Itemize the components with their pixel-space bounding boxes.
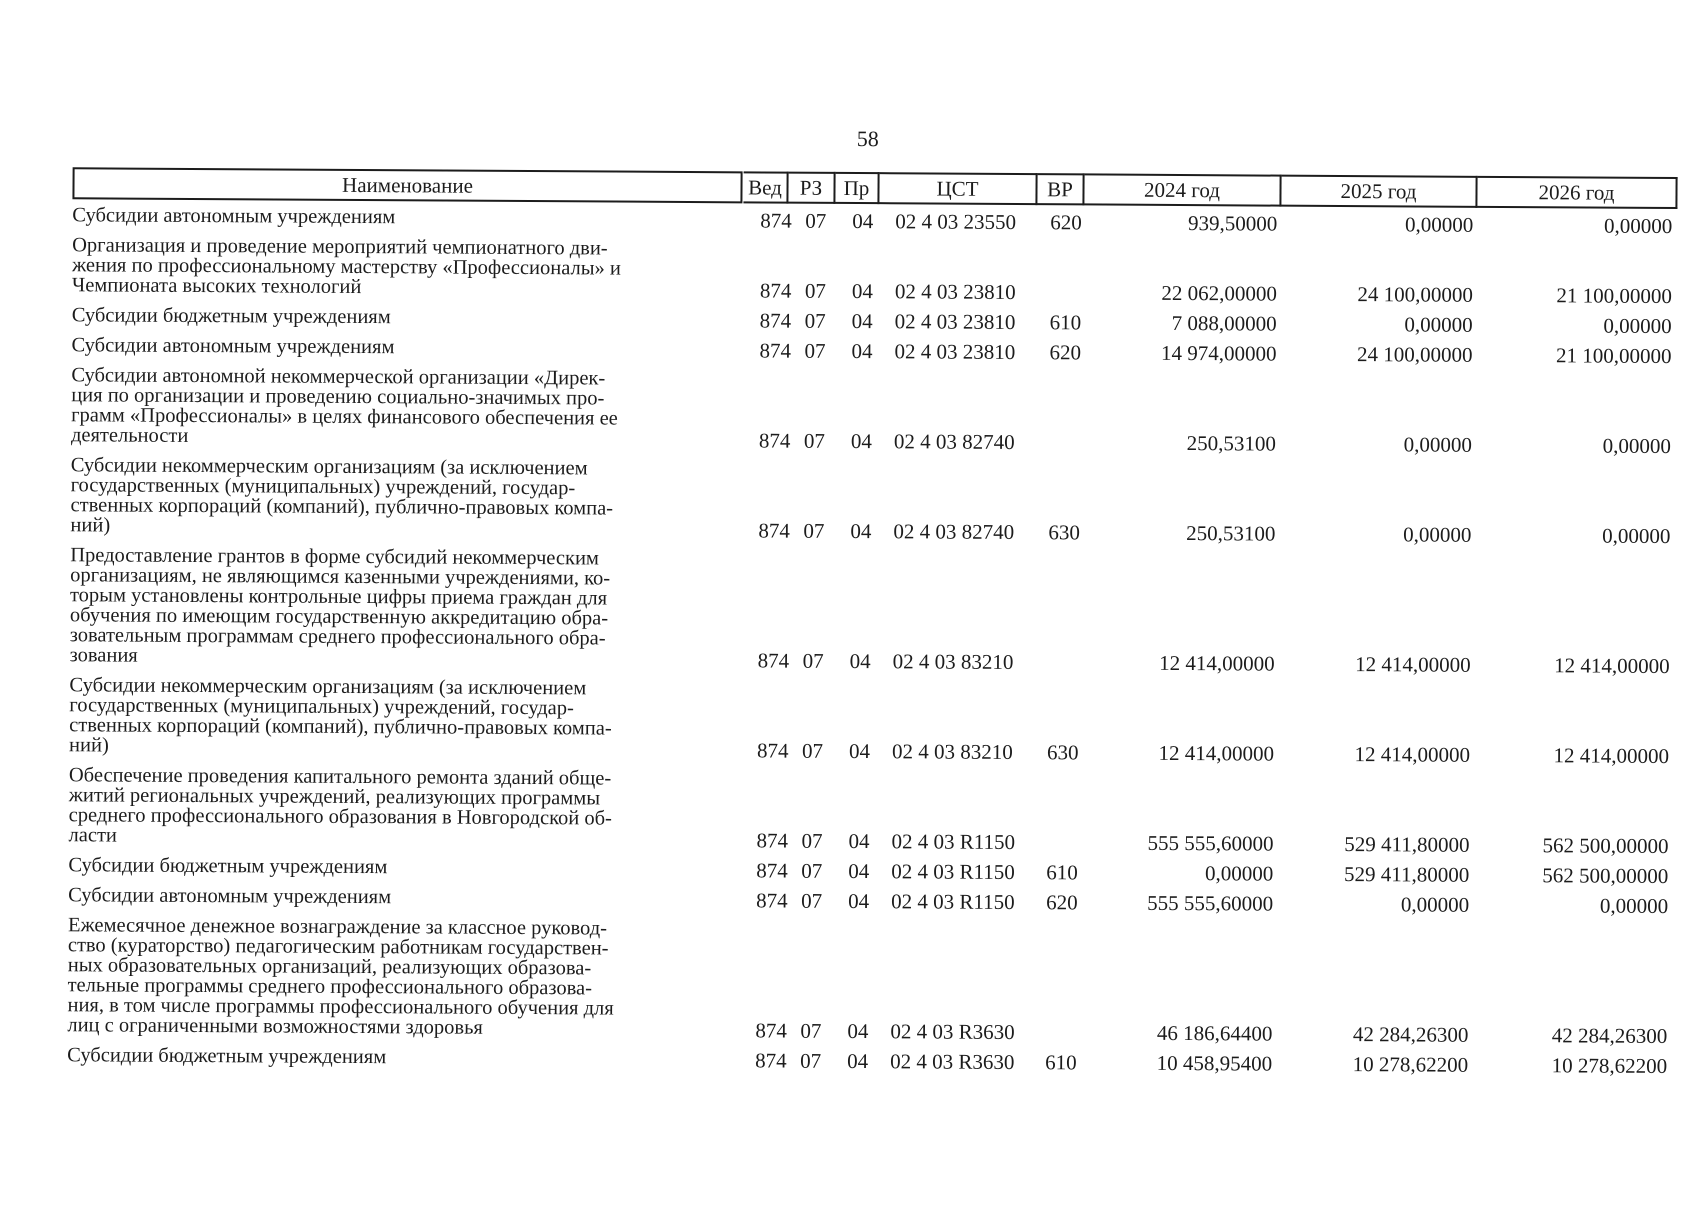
cell-2024: 250,53100 bbox=[1186, 431, 1277, 456]
name-line: зовательным программам среднего профессионального обра- bbox=[69, 624, 606, 650]
cell-2026: 0,00000 bbox=[1602, 433, 1672, 459]
name-line: государственных (муниципальных) учреждений, государ- bbox=[70, 474, 576, 500]
cell-name bbox=[67, 1045, 727, 1069]
table-row bbox=[71, 335, 1671, 367]
name-line: Обеспечение проведения капитального ремонта зданий обще- bbox=[68, 764, 612, 790]
name-line: Субсидии автономной некоммерческой организации «Дирек- bbox=[71, 364, 606, 390]
name-line: деятельности bbox=[70, 424, 189, 447]
cell-2026: 562 500,00000 bbox=[1542, 863, 1669, 889]
name-line: ственных корпораций (компаний), публично-правовых компа- bbox=[69, 714, 612, 740]
cell-2024: 555 555,60000 bbox=[1147, 890, 1274, 916]
cell-ved: 874 bbox=[758, 428, 791, 453]
name-line: Чемпионата высоких технологий bbox=[71, 274, 362, 299]
name-line: государственных (муниципальных) учреждений, государ- bbox=[69, 694, 574, 720]
cell-2026: 12 414,00000 bbox=[1554, 653, 1670, 679]
cell-2025: 0,00000 bbox=[1404, 312, 1473, 337]
cell-2026: 21 100,00000 bbox=[1555, 343, 1672, 369]
cell-2025: 0,00000 bbox=[1403, 522, 1472, 547]
cell-2025: 0,00000 bbox=[1403, 432, 1473, 457]
cell-name bbox=[70, 455, 730, 539]
cell-vr: 620 bbox=[1050, 210, 1082, 235]
cell-pr: 04 bbox=[847, 1048, 869, 1074]
cell-2026: 12 414,00000 bbox=[1553, 743, 1670, 769]
table-row bbox=[68, 855, 1668, 887]
table-row bbox=[68, 885, 1668, 917]
cell-name bbox=[68, 765, 728, 849]
name-line: ство (кураторство) педагогическим работникам государствен- bbox=[67, 934, 609, 960]
cell-pr: 04 bbox=[847, 1018, 869, 1044]
cell-vr: 610 bbox=[1046, 860, 1078, 885]
cell-name bbox=[72, 235, 732, 299]
header-pr: Пр bbox=[835, 172, 879, 204]
name-line: Субсидии бюджетным учреждениям bbox=[71, 304, 391, 329]
name-line: лиц с ограниченными возможностями здоровья bbox=[67, 1014, 483, 1039]
cell-2024: 0,00000 bbox=[1205, 861, 1274, 886]
cell-cst: 02 4 03 R3630 bbox=[890, 1019, 1015, 1045]
cell-cst: 02 4 03 23550 bbox=[895, 209, 1017, 235]
cell-2026: 0,00000 bbox=[1603, 313, 1672, 339]
name-line: среднего профессионального образования в Новгородской об- bbox=[68, 804, 612, 830]
name-line: Ежемесячное денежное вознаграждение за классное руковод- bbox=[67, 914, 608, 940]
table-row bbox=[72, 205, 1672, 237]
name-line: Субсидии некоммерческим организациям (за исключением bbox=[70, 454, 588, 480]
name-line: ний) bbox=[69, 734, 109, 757]
cell-rz: 07 bbox=[804, 308, 826, 333]
cell-2025: 24 100,00000 bbox=[1357, 282, 1473, 307]
cell-pr: 04 bbox=[852, 209, 874, 234]
cell-cst: 02 4 03 83210 bbox=[892, 649, 1014, 674]
cell-name bbox=[68, 885, 728, 909]
name-line: Субсидии автономным учреждениям bbox=[68, 884, 392, 909]
name-line: Субсидии некоммерческим организациям (за исключением bbox=[69, 674, 587, 700]
cell-ved: 874 bbox=[756, 828, 789, 853]
cell-2024: 10 458,95400 bbox=[1156, 1050, 1273, 1076]
cell-ved: 874 bbox=[755, 1018, 787, 1043]
cell-name bbox=[68, 855, 728, 879]
cell-2024: 555 555,60000 bbox=[1147, 830, 1274, 856]
cell-rz: 07 bbox=[803, 428, 826, 453]
cell-ved: 874 bbox=[757, 738, 789, 763]
name-line: Субсидии бюджетным учреждениям bbox=[67, 1044, 387, 1069]
table-row bbox=[72, 235, 1672, 307]
cell-pr: 04 bbox=[849, 648, 871, 674]
cell-2024: 7 088,00000 bbox=[1171, 310, 1277, 336]
name-line: ных образовательных организаций, реализующих образова- bbox=[67, 954, 592, 980]
name-line: Организация и проведение мероприятий чемпионатного дви- bbox=[72, 234, 608, 260]
name-line: торым установлены контрольные цифры приема граждан для bbox=[69, 584, 608, 610]
header-2026: 2026 год bbox=[1477, 176, 1677, 209]
cell-name bbox=[71, 365, 731, 449]
cell-pr: 04 bbox=[850, 519, 872, 544]
name-line: ния, в том числе программы профессионального обучения для bbox=[67, 994, 614, 1020]
cell-2025: 0,00000 bbox=[1404, 212, 1474, 237]
name-line: Предоставление грантов в форме субсидий некоммерческим bbox=[70, 544, 600, 570]
table-row bbox=[68, 765, 1668, 857]
cell-rz: 07 bbox=[804, 338, 826, 363]
cell-rz: 07 bbox=[800, 1048, 822, 1073]
cell-name bbox=[69, 675, 729, 759]
cell-2024: 12 414,00000 bbox=[1159, 650, 1275, 676]
cell-rz: 07 bbox=[802, 648, 824, 673]
cell-2025: 529 411,80000 bbox=[1344, 862, 1470, 887]
table-row bbox=[69, 675, 1669, 767]
cell-pr: 04 bbox=[851, 309, 873, 334]
cell-rz: 07 bbox=[805, 208, 827, 233]
header-cst: ЦСТ bbox=[879, 172, 1037, 205]
cell-rz: 07 bbox=[804, 278, 826, 303]
cell-2024: 46 186,64400 bbox=[1156, 1020, 1273, 1046]
cell-2025: 12 414,00000 bbox=[1355, 652, 1471, 677]
cell-ved: 874 bbox=[760, 208, 792, 233]
cell-vr: 630 bbox=[1048, 520, 1080, 545]
table-row bbox=[67, 1045, 1667, 1077]
cell-cst: 02 4 03 23810 bbox=[894, 279, 1016, 305]
cell-2026: 42 284,26300 bbox=[1551, 1023, 1668, 1049]
cell-rz: 07 bbox=[802, 738, 824, 763]
name-line: ласти bbox=[68, 824, 117, 847]
cell-2026: 0,00000 bbox=[1599, 893, 1669, 919]
cell-pr: 04 bbox=[848, 828, 870, 854]
cell-ved: 874 bbox=[759, 278, 792, 303]
name-line: зования bbox=[69, 644, 138, 667]
cell-rz: 07 bbox=[801, 858, 823, 883]
cell-2024: 22 062,00000 bbox=[1161, 280, 1277, 306]
table-row bbox=[70, 455, 1670, 547]
cell-pr: 04 bbox=[848, 888, 870, 914]
cell-2025: 42 284,26300 bbox=[1352, 1022, 1469, 1047]
name-line: Субсидии автономным учреждениям bbox=[71, 334, 395, 359]
name-line: житий региональных учреждений, реализующих программы bbox=[68, 784, 601, 810]
name-line: ственных корпораций (компаний), публично-правовых компа- bbox=[70, 494, 614, 520]
cell-pr: 04 bbox=[849, 738, 871, 764]
cell-name bbox=[67, 915, 728, 1039]
cell-ved: 874 bbox=[757, 648, 790, 673]
table-row bbox=[72, 305, 1672, 337]
cell-pr: 04 bbox=[848, 858, 870, 884]
cell-pr: 04 bbox=[851, 279, 873, 304]
cell-cst: 02 4 03 23810 bbox=[894, 339, 1016, 365]
cell-name bbox=[72, 205, 732, 229]
cell-2026: 0,00000 bbox=[1602, 523, 1671, 549]
table-row bbox=[70, 545, 1671, 677]
name-line: ция по организации и проведению социально-значимых про- bbox=[71, 384, 605, 410]
cell-rz: 07 bbox=[803, 518, 825, 543]
cell-2025: 529 411,80000 bbox=[1344, 832, 1470, 857]
cell-2024: 939,50000 bbox=[1187, 211, 1278, 236]
cell-name bbox=[72, 305, 732, 329]
name-line: обучения по имеющим государственную аккредитацию обра- bbox=[69, 604, 609, 630]
cell-rz: 07 bbox=[801, 888, 823, 913]
cell-cst: 02 4 03 82740 bbox=[893, 519, 1015, 545]
page-number: 58 bbox=[856, 126, 879, 152]
cell-vr: 620 bbox=[1046, 890, 1078, 915]
header-2024: 2024 год bbox=[1084, 173, 1281, 206]
cell-ved: 874 bbox=[755, 1048, 787, 1073]
table-row bbox=[71, 365, 1671, 457]
cell-2025: 24 100,00000 bbox=[1356, 342, 1473, 367]
cell-cst: 02 4 03 R1150 bbox=[891, 859, 1015, 885]
header-name: Наименование bbox=[72, 167, 742, 203]
cell-2026: 562 500,00000 bbox=[1542, 833, 1669, 859]
cell-ved: 874 bbox=[759, 338, 792, 363]
name-line: Субсидии бюджетным учреждениям bbox=[68, 854, 388, 879]
cell-ved: 874 bbox=[756, 888, 788, 913]
cell-pr: 04 bbox=[851, 339, 873, 364]
cell-pr: 04 bbox=[850, 429, 873, 454]
cell-vr: 630 bbox=[1047, 740, 1079, 765]
name-line: грамм «Профессионалы» в целях финансового обеспечения ее bbox=[71, 404, 618, 430]
cell-cst: 02 4 03 83210 bbox=[892, 739, 1013, 764]
cell-2026: 0,00000 bbox=[1603, 213, 1673, 239]
cell-cst: 02 4 03 R3630 bbox=[890, 1049, 1015, 1075]
cell-cst: 02 4 03 82740 bbox=[893, 429, 1015, 455]
cell-ved: 874 bbox=[758, 518, 790, 543]
cell-rz: 07 bbox=[801, 828, 823, 853]
name-line: жения по профессиональному мастерству «Профессионалы» и bbox=[71, 254, 621, 280]
cell-2025: 0,00000 bbox=[1400, 892, 1470, 917]
cell-name bbox=[70, 545, 731, 669]
cell-2024: 250,53100 bbox=[1186, 521, 1276, 546]
cell-ved: 874 bbox=[759, 308, 792, 333]
header-rz: РЗ bbox=[788, 172, 835, 204]
cell-name bbox=[71, 335, 731, 359]
cell-cst: 02 4 03 23810 bbox=[894, 309, 1016, 335]
cell-2024: 12 414,00000 bbox=[1158, 740, 1275, 766]
cell-vr: 610 bbox=[1045, 1050, 1077, 1075]
cell-2026: 10 278,62200 bbox=[1551, 1053, 1668, 1079]
cell-ved: 874 bbox=[756, 858, 788, 883]
name-line: тельные программы среднего профессионального образова- bbox=[67, 974, 593, 1000]
header-ved: Вед bbox=[743, 171, 788, 203]
table-row bbox=[67, 915, 1668, 1047]
name-line: ний) bbox=[70, 514, 111, 537]
cell-rz: 07 bbox=[800, 1018, 822, 1043]
header-2025: 2025 год bbox=[1281, 175, 1477, 208]
cell-vr: 620 bbox=[1049, 340, 1082, 365]
cell-2026: 21 100,00000 bbox=[1556, 283, 1672, 309]
name-line: Субсидии автономным учреждениям bbox=[72, 204, 396, 229]
cell-2025: 12 414,00000 bbox=[1354, 742, 1471, 767]
cell-vr: 610 bbox=[1049, 310, 1082, 335]
cell-cst: 02 4 03 R1150 bbox=[891, 829, 1016, 855]
name-line: организациям, не являющимся казенными учреждениями, ко- bbox=[70, 564, 611, 590]
cell-2025: 10 278,62200 bbox=[1352, 1052, 1469, 1077]
cell-cst: 02 4 03 R1150 bbox=[891, 889, 1015, 915]
cell-2024: 14 974,00000 bbox=[1160, 340, 1277, 366]
header-vr: ВР bbox=[1037, 173, 1084, 205]
